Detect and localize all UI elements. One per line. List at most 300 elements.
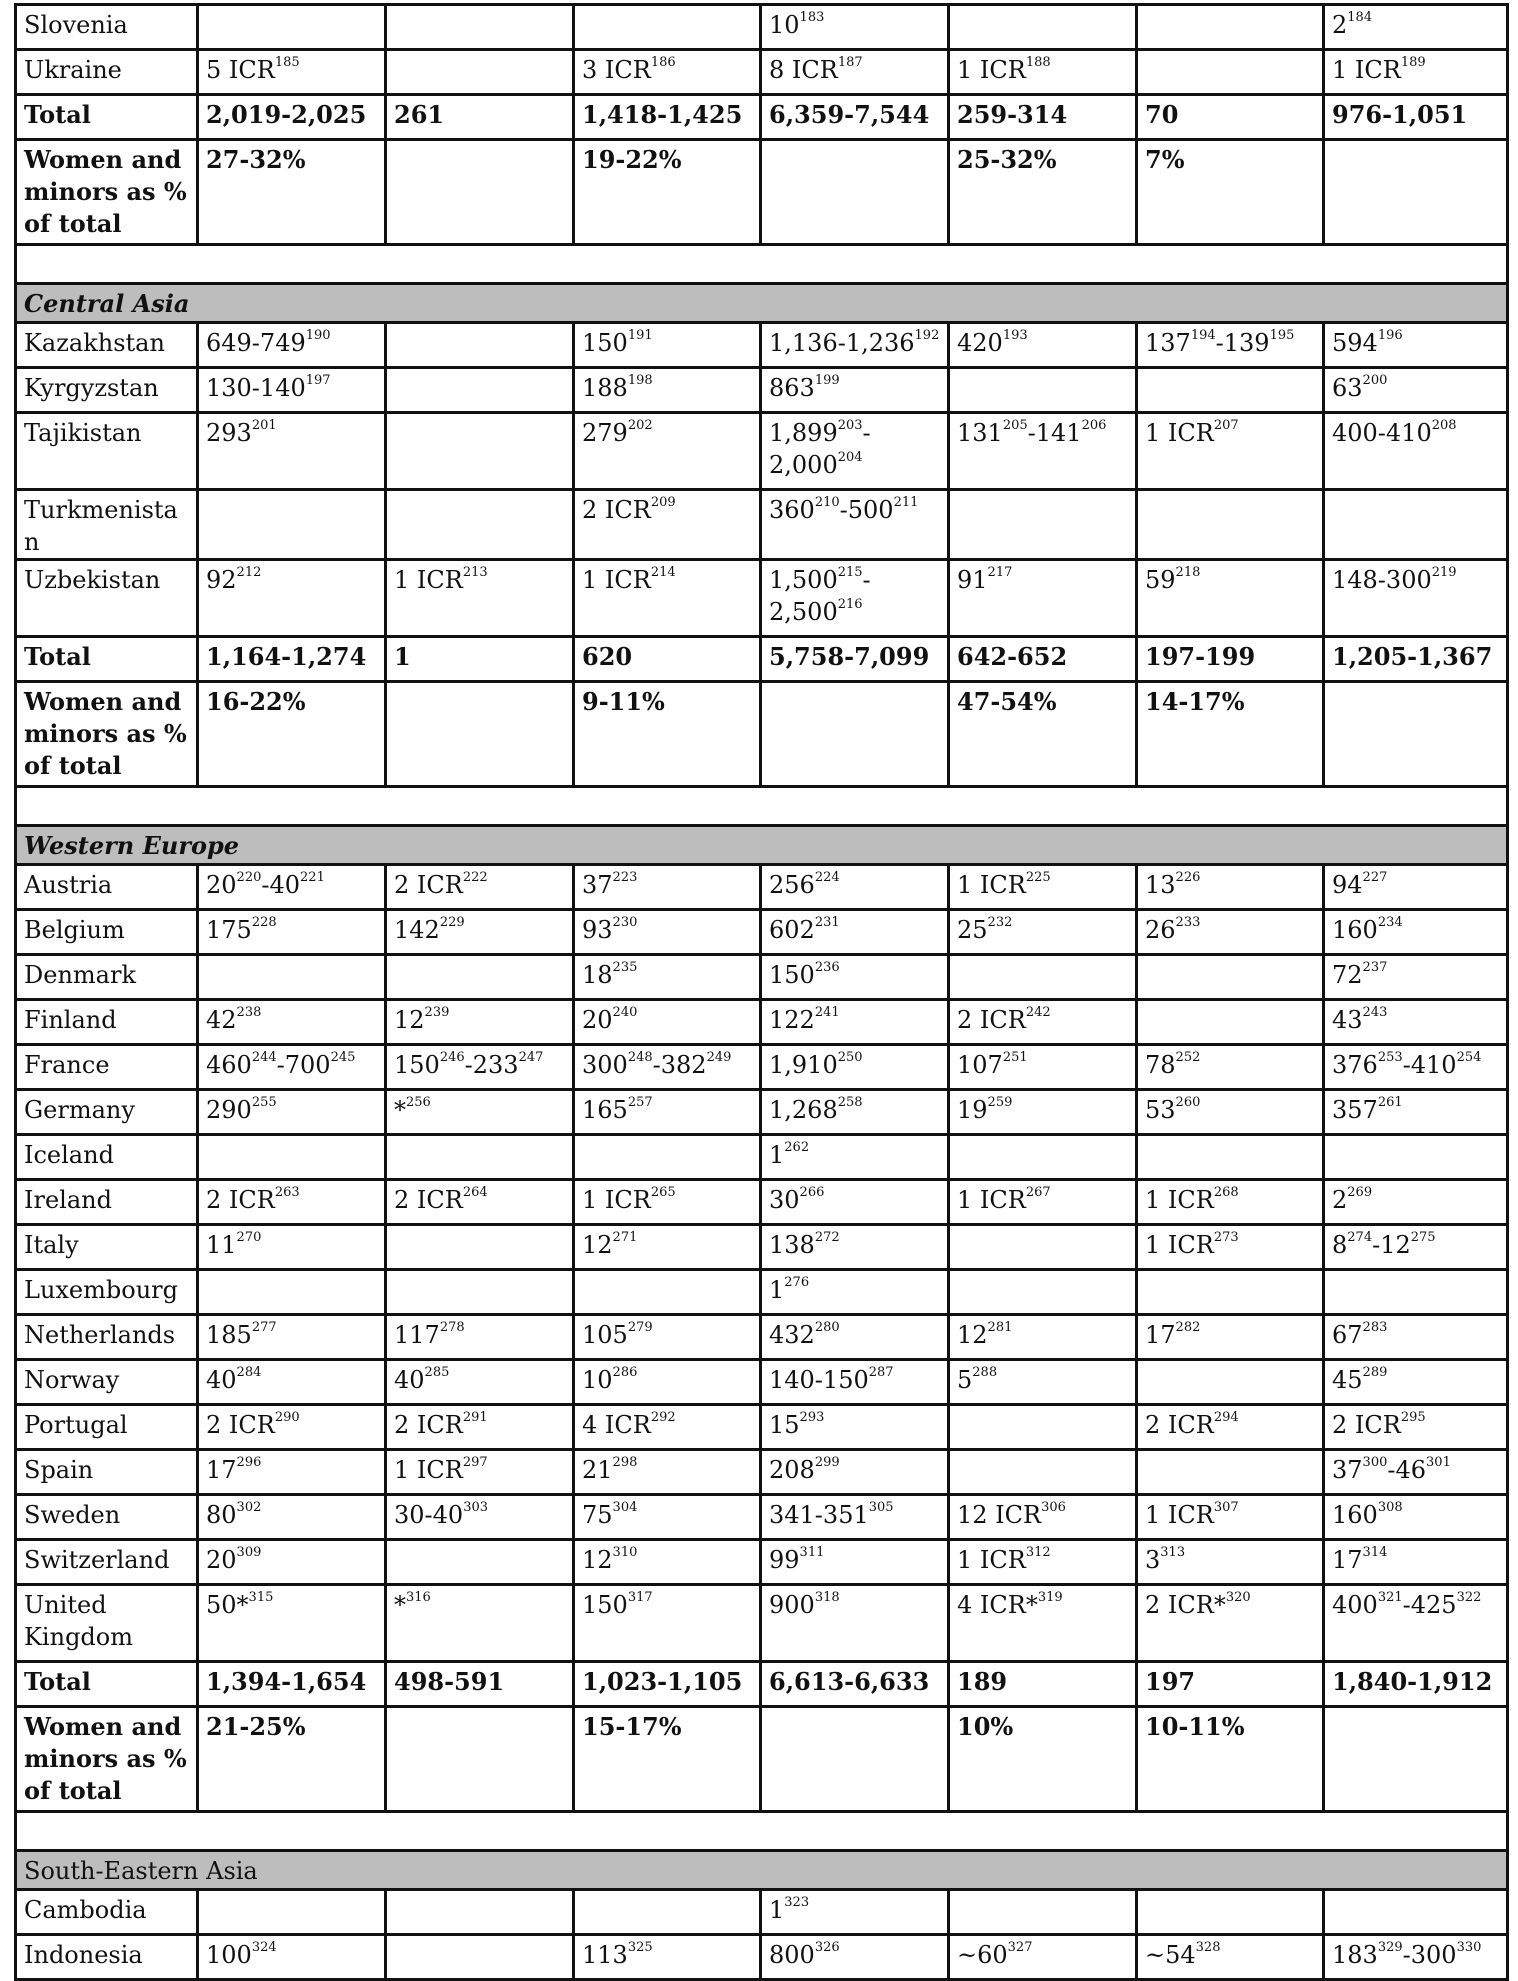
row-label-cell	[16, 1935, 198, 1980]
value-cell	[949, 865, 1137, 910]
value-cell	[198, 1225, 386, 1270]
cell-value: 12 ICR	[957, 1501, 1042, 1529]
cell-value: 7%	[1145, 145, 1185, 174]
cell-value: ~60	[957, 1941, 1008, 1969]
footnote-ref: 209	[650, 495, 676, 510]
value-cell	[198, 1315, 386, 1360]
footnote-ref: 220	[236, 870, 262, 885]
cell-value: 1,023-1,105	[582, 1667, 743, 1696]
footnote-ref: 297	[462, 1455, 488, 1470]
cell-value: 357	[1332, 1096, 1378, 1124]
section-spacer-row	[16, 787, 1508, 826]
cell-value: -500	[839, 496, 894, 524]
value-cell	[761, 1935, 949, 1980]
cell-value: 15-17%	[582, 1712, 682, 1741]
cell-value: 259-314	[957, 100, 1068, 129]
cell-value: 10	[769, 11, 800, 39]
row-label-cell	[16, 368, 198, 413]
cell-value: 2 ICR	[1332, 1411, 1401, 1439]
cell-value: 863	[769, 374, 815, 402]
cell-value: 17	[1145, 1321, 1176, 1349]
cell-value: 1	[394, 642, 411, 671]
cell-value: 1	[769, 1141, 785, 1169]
footnote-ref: 308	[1377, 1500, 1403, 1515]
cell-value: -425	[1402, 1591, 1457, 1619]
cell-value: 137	[1145, 329, 1191, 357]
row-label: Italy	[24, 1231, 79, 1259]
footnote-ref: 279	[627, 1320, 653, 1335]
value-cell	[1137, 637, 1324, 682]
row-label: Spain	[24, 1456, 94, 1484]
row-label-cell	[16, 1225, 198, 1270]
footnote-ref: 235	[612, 960, 638, 975]
footnote-ref: 326	[814, 1940, 840, 1955]
value-cell	[386, 1405, 574, 1450]
section-title: Central Asia	[24, 289, 190, 318]
footnote-ref: 208	[1431, 418, 1457, 433]
total-row-total	[16, 637, 1508, 682]
row-label: Cambodia	[24, 1896, 147, 1924]
cell-value: 17	[1332, 1546, 1363, 1574]
value-cell	[386, 1360, 574, 1405]
value-cell	[761, 490, 949, 560]
cell-value: 75	[582, 1501, 613, 1529]
row-label: Belgium	[24, 916, 125, 944]
cell-value: 1 ICR	[394, 1456, 463, 1484]
footnote-ref: 274	[1347, 1230, 1373, 1245]
cell-value: 300	[582, 1051, 628, 1079]
value-cell	[761, 1662, 949, 1707]
value-cell	[386, 368, 574, 413]
value-cell	[949, 1360, 1137, 1405]
row-label: Iceland	[24, 1141, 114, 1169]
value-cell	[574, 490, 761, 560]
value-cell	[198, 1360, 386, 1405]
cell-value: 2 ICR	[582, 496, 651, 524]
value-cell	[949, 1000, 1137, 1045]
value-cell	[1137, 1315, 1324, 1360]
value-cell	[574, 1890, 761, 1935]
value-cell	[386, 637, 574, 682]
value-cell	[198, 413, 386, 490]
value-cell	[1324, 1180, 1508, 1225]
row-label-cell	[16, 1045, 198, 1090]
footnote-ref: 300	[1362, 1455, 1388, 1470]
cell-value: 1,840-1,912	[1332, 1667, 1493, 1696]
footnote-ref: 244	[251, 1050, 277, 1065]
footnote-ref: 259	[987, 1095, 1013, 1110]
value-cell	[761, 50, 949, 95]
value-cell	[198, 682, 386, 787]
value-cell	[574, 1090, 761, 1135]
value-cell	[198, 560, 386, 637]
cell-value: 341-351	[769, 1501, 869, 1529]
pct-row-women-and-minors-as-of-total	[16, 1707, 1508, 1812]
footnote-ref: 221	[300, 870, 325, 885]
value-cell	[1324, 50, 1508, 95]
cell-value: 26	[1145, 916, 1176, 944]
footnote-ref: 321	[1377, 1590, 1403, 1605]
cell-value: 2 ICR	[957, 1006, 1026, 1034]
value-cell	[574, 1495, 761, 1540]
row-label-cell	[16, 1495, 198, 1540]
footnote-ref: 325	[627, 1940, 653, 1955]
footnote-ref: 242	[1025, 1005, 1051, 1020]
value-cell	[574, 637, 761, 682]
footnote-ref: 248	[627, 1050, 653, 1065]
row-label-cell	[16, 1000, 198, 1045]
value-cell	[1137, 1495, 1324, 1540]
value-cell	[574, 140, 761, 245]
value-cell	[1324, 140, 1508, 245]
footnote-ref: 295	[1400, 1410, 1426, 1425]
cell-value: 105	[582, 1321, 628, 1349]
footnote-ref: 184	[1347, 10, 1373, 25]
footnote-ref: 190	[305, 328, 331, 343]
footnote-ref: 202	[627, 418, 653, 433]
cell-value: 148-300	[1332, 566, 1432, 594]
footnote-ref: 252	[1175, 1050, 1201, 1065]
value-cell	[949, 490, 1137, 560]
footnote-ref: 306	[1041, 1500, 1066, 1515]
value-cell	[761, 140, 949, 245]
row-label-cell	[16, 140, 198, 245]
cell-value: -139	[1215, 329, 1270, 357]
row-label: Luxembourg	[24, 1276, 178, 1304]
value-cell	[574, 1540, 761, 1585]
footnote-ref: 263	[274, 1185, 300, 1200]
row-label: Switzerland	[24, 1546, 170, 1574]
value-cell	[949, 1450, 1137, 1495]
footnote-ref: 213	[462, 565, 488, 580]
cell-value: 649-749	[206, 329, 306, 357]
row-label-cell	[16, 1890, 198, 1935]
footnote-ref: 305	[868, 1500, 894, 1515]
row-label-cell	[16, 1090, 198, 1135]
value-cell	[761, 1090, 949, 1135]
row-label-cell	[16, 865, 198, 910]
cell-value: -300	[1402, 1941, 1457, 1969]
row-label-cell	[16, 1662, 198, 1707]
cell-value: 1 ICR	[957, 56, 1026, 84]
footnote-ref: 262	[784, 1140, 810, 1155]
cell-value: -233	[464, 1051, 519, 1079]
footnote-ref: 192	[914, 328, 940, 343]
row-label-cell	[16, 1135, 198, 1180]
footnote-ref: 210	[814, 495, 840, 510]
value-cell	[761, 955, 949, 1000]
value-cell	[386, 1707, 574, 1812]
value-cell	[386, 1180, 574, 1225]
footnote-ref: 294	[1213, 1410, 1239, 1425]
cell-value: 12	[394, 1006, 425, 1034]
footnote-ref: 318	[814, 1590, 840, 1605]
value-cell	[1137, 1090, 1324, 1135]
row-label-cell	[16, 1270, 198, 1315]
cell-value: 131	[957, 419, 1003, 447]
footnote-ref: 239	[424, 1005, 450, 1020]
footnote-ref: 289	[1362, 1365, 1388, 1380]
value-cell	[198, 50, 386, 95]
cell-value: 185	[206, 1321, 252, 1349]
value-cell	[761, 637, 949, 682]
value-cell	[761, 413, 949, 490]
cell-value: 19	[957, 1096, 988, 1124]
footnote-ref: 268	[1213, 1185, 1239, 1200]
cell-value: 2	[1332, 11, 1348, 39]
row-label: Netherlands	[24, 1321, 176, 1349]
cell-value: 188	[582, 374, 628, 402]
cell-value: 107	[957, 1051, 1003, 1079]
cell-value: 63	[1332, 374, 1363, 402]
value-cell	[949, 413, 1137, 490]
footnote-ref: 307	[1213, 1500, 1239, 1515]
value-cell	[1324, 910, 1508, 955]
value-cell	[198, 490, 386, 560]
value-cell	[1324, 1495, 1508, 1540]
footnote-ref: 264	[462, 1185, 488, 1200]
value-cell	[949, 1662, 1137, 1707]
value-cell	[574, 1180, 761, 1225]
footnote-ref: 265	[650, 1185, 676, 1200]
cell-value: 10	[582, 1366, 613, 1394]
value-cell	[1137, 682, 1324, 787]
row-label-cell	[16, 910, 198, 955]
row-label-cell	[16, 1315, 198, 1360]
value-cell	[198, 1662, 386, 1707]
cell-value: 2 ICR	[394, 1186, 463, 1214]
country-row-tajikistan	[16, 413, 1508, 490]
cell-value: 1,268	[769, 1096, 838, 1124]
value-cell	[1324, 490, 1508, 560]
cell-value: 1 ICR	[1145, 1501, 1214, 1529]
value-cell	[949, 682, 1137, 787]
row-label-cell	[16, 1180, 198, 1225]
cell-value: 6,359-7,544	[769, 100, 930, 129]
cell-value: -141	[1027, 419, 1082, 447]
value-cell	[1137, 1662, 1324, 1707]
value-cell	[949, 955, 1137, 1000]
cell-value: 976-1,051	[1332, 100, 1468, 129]
value-cell	[1137, 865, 1324, 910]
value-cell	[1324, 1405, 1508, 1450]
value-cell	[574, 1045, 761, 1090]
cell-value: 122	[769, 1006, 815, 1034]
cell-value: 91	[957, 566, 988, 594]
value-cell	[574, 50, 761, 95]
footnote-ref: 323	[784, 1895, 810, 1910]
value-cell	[574, 1707, 761, 1812]
cell-value: 2 ICR	[206, 1186, 275, 1214]
value-cell	[198, 1135, 386, 1180]
value-cell	[198, 1090, 386, 1135]
cell-value: 30	[769, 1186, 800, 1214]
table-body	[16, 5, 1508, 1980]
cell-value: 10-11%	[1145, 1712, 1245, 1741]
country-row-ukraine	[16, 50, 1508, 95]
cell-value: 189	[957, 1667, 1008, 1696]
cell-value: 47-54%	[957, 687, 1057, 716]
value-cell	[761, 1135, 949, 1180]
value-cell	[1137, 1935, 1324, 1980]
footnote-ref: 287	[868, 1365, 894, 1380]
footnote-ref: 324	[251, 1940, 277, 1955]
cell-value: 27-32%	[206, 145, 306, 174]
value-cell	[1324, 323, 1508, 368]
cell-value: 15	[769, 1411, 800, 1439]
footnote-ref: 285	[424, 1365, 450, 1380]
value-cell	[1324, 1135, 1508, 1180]
footnote-ref: 198	[627, 373, 653, 388]
footnote-ref: 266	[799, 1185, 825, 1200]
cell-value: 72	[1332, 961, 1363, 989]
footnote-ref: 267	[1025, 1185, 1051, 1200]
cell-value: 150	[582, 329, 628, 357]
footnote-ref: 186	[650, 55, 676, 70]
cell-value: 2,000	[769, 451, 838, 479]
value-cell	[949, 1225, 1137, 1270]
value-cell	[198, 95, 386, 140]
country-row-sweden	[16, 1495, 1508, 1540]
country-row-spain	[16, 1450, 1508, 1495]
value-cell	[949, 560, 1137, 637]
value-cell	[1324, 413, 1508, 490]
value-cell	[386, 1662, 574, 1707]
footnote-ref: 245	[330, 1050, 356, 1065]
section-header-row-south-eastern-asia	[16, 1851, 1508, 1890]
value-cell	[1137, 323, 1324, 368]
footnote-ref: 226	[1175, 870, 1201, 885]
footnote-ref: 260	[1175, 1095, 1201, 1110]
value-cell	[761, 1225, 949, 1270]
cell-value: 70	[1145, 100, 1179, 129]
value-cell	[1137, 1585, 1324, 1662]
row-label-cell	[16, 490, 198, 560]
cell-value: 183	[1332, 1941, 1378, 1969]
row-label-cell	[16, 5, 198, 50]
value-cell	[949, 368, 1137, 413]
cell-value: 175	[206, 916, 252, 944]
value-cell	[949, 140, 1137, 245]
row-label-cell	[16, 682, 198, 787]
row-label: Tajikistan	[24, 419, 142, 447]
cell-value: 900	[769, 1591, 815, 1619]
cell-value: 290	[206, 1096, 252, 1124]
value-cell	[386, 1135, 574, 1180]
country-data-table	[14, 3, 1509, 1981]
value-cell	[198, 368, 386, 413]
value-cell	[1324, 1890, 1508, 1935]
value-cell	[198, 865, 386, 910]
row-label: Kazakhstan	[24, 329, 165, 357]
footnote-ref: 203	[837, 418, 863, 433]
row-label-cell	[16, 323, 198, 368]
country-row-uzbekistan	[16, 560, 1508, 637]
cell-value: 11	[206, 1231, 237, 1259]
value-cell	[949, 95, 1137, 140]
cell-value: -	[862, 566, 871, 594]
value-cell	[1324, 1225, 1508, 1270]
value-cell	[1324, 1270, 1508, 1315]
country-row-kazakhstan	[16, 323, 1508, 368]
footnote-ref: 231	[814, 915, 840, 930]
cell-value: 40	[394, 1366, 425, 1394]
cell-value: -700	[276, 1051, 331, 1079]
pct-row-women-and-minors-as-of-total	[16, 140, 1508, 245]
value-cell	[1137, 368, 1324, 413]
footnote-ref: 276	[784, 1275, 810, 1290]
footnote-ref: 207	[1213, 418, 1239, 433]
value-cell	[198, 1585, 386, 1662]
cell-value: 78	[1145, 1051, 1176, 1079]
country-row-slovenia	[16, 5, 1508, 50]
value-cell	[1137, 50, 1324, 95]
cell-value: 42	[206, 1006, 237, 1034]
value-cell	[574, 368, 761, 413]
footnote-ref: 329	[1377, 1940, 1403, 1955]
footnote-ref: 254	[1456, 1050, 1482, 1065]
footnote-ref: 189	[1400, 55, 1426, 70]
value-cell	[1137, 1707, 1324, 1812]
footnote-ref: 212	[236, 565, 262, 580]
cell-value: 160	[1332, 916, 1378, 944]
value-cell	[1137, 5, 1324, 50]
cell-value: 376	[1332, 1051, 1378, 1079]
value-cell	[574, 413, 761, 490]
footnote-ref: 229	[439, 915, 465, 930]
cell-value: -40	[261, 871, 301, 899]
cell-value: -12	[1372, 1231, 1411, 1259]
footnote-ref: 193	[1002, 328, 1028, 343]
footnote-ref: 313	[1160, 1545, 1186, 1560]
country-row-belgium	[16, 910, 1508, 955]
value-cell	[386, 50, 574, 95]
footnote-ref: 291	[462, 1410, 488, 1425]
value-cell	[386, 865, 574, 910]
footnote-ref: 233	[1175, 915, 1201, 930]
value-cell	[574, 1662, 761, 1707]
cell-value: 25	[957, 916, 988, 944]
row-label: Total	[24, 642, 91, 671]
row-label: Austria	[24, 871, 113, 899]
value-cell	[198, 1045, 386, 1090]
value-cell	[574, 955, 761, 1000]
cell-value: 94	[1332, 871, 1363, 899]
value-cell	[1137, 95, 1324, 140]
cell-value: 142	[394, 916, 440, 944]
footnote-ref: 320	[1225, 1590, 1251, 1605]
section-header	[16, 284, 1508, 323]
row-label: Portugal	[24, 1411, 128, 1439]
value-cell	[386, 1090, 574, 1135]
value-cell	[574, 1315, 761, 1360]
section-header-row-central-asia	[16, 284, 1508, 323]
cell-value: 140-150	[769, 1366, 869, 1394]
footnote-ref: 302	[236, 1500, 262, 1515]
value-cell	[198, 1450, 386, 1495]
cell-value: 67	[1332, 1321, 1363, 1349]
value-cell	[574, 1225, 761, 1270]
row-label-cell	[16, 955, 198, 1000]
cell-value: 620	[582, 642, 633, 671]
value-cell	[1137, 1890, 1324, 1935]
row-label: France	[24, 1051, 110, 1079]
value-cell	[198, 637, 386, 682]
cell-value: 1,394-1,654	[206, 1667, 367, 1696]
footnote-ref: 246	[439, 1050, 465, 1065]
footnote-ref: 278	[439, 1320, 465, 1335]
footnote-ref: 311	[799, 1545, 825, 1560]
